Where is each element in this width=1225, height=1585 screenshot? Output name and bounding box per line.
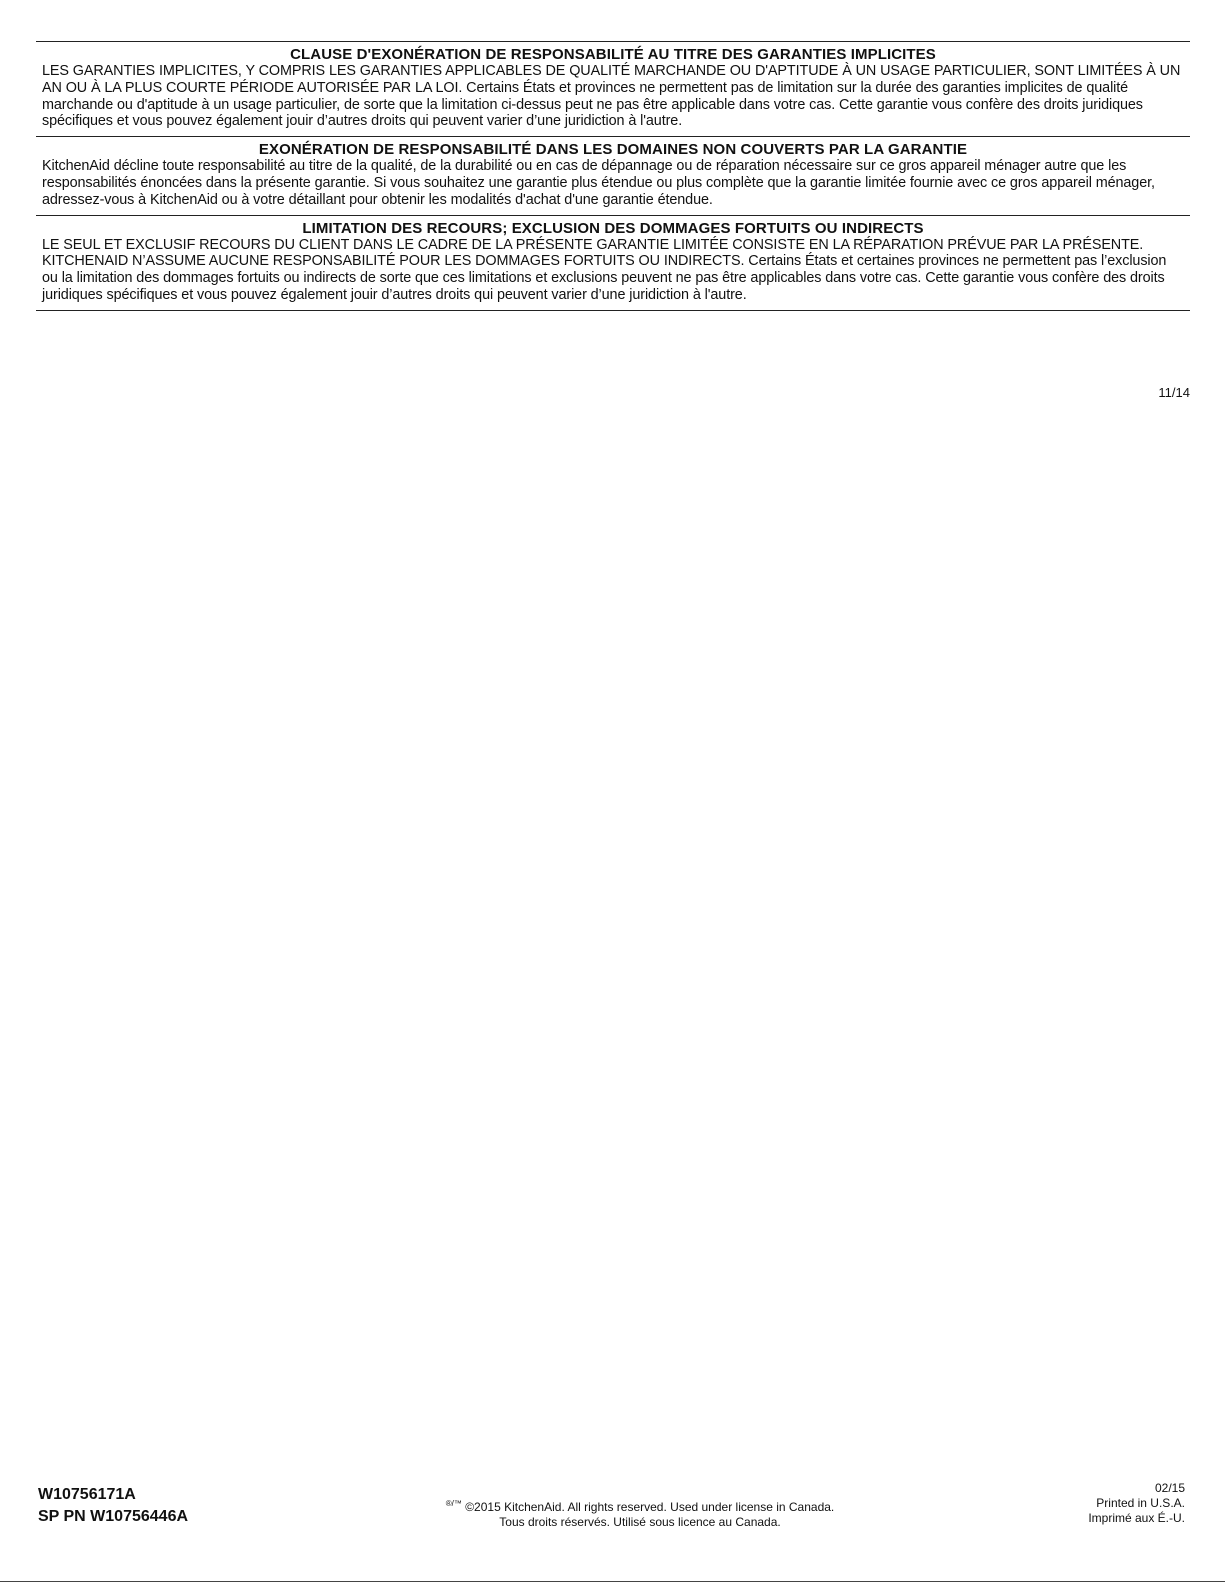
copyright-line: ©2015 KitchenAid. All rights reserved. Used under license in Canada.	[465, 1500, 835, 1514]
bottom-rule	[0, 1581, 1225, 1582]
section-body: KitchenAid décline toute responsabilité au titre de la qualité, de la durabilité ou en cas de dépannage ou de réparation nécessaire sur ce gros appareil ménager autre que les responsabilités énoncées dans la présente garantie. Si vous souhaitez une garantie plus étendue ou plus complète que la garantie limitée fournie avec ce gros appareil ménager, adressez-vous à KitchenAid ou à votre détaillant pour obtenir les modalités d'achat d'une garantie étendue.	[42, 158, 1155, 208]
warranty-disclaimers	[36, 41, 1190, 311]
printed-in-fr: Imprimé aux É.-U.	[1088, 1511, 1185, 1525]
part-number: W10756171A	[38, 1486, 136, 1503]
section-heading: LIMITATION DES RECOURS; EXCLUSION DES DOMMAGES FORTUITS OU INDIRECTS	[302, 219, 924, 237]
printed-in-en: Printed in U.S.A.	[1096, 1496, 1185, 1510]
footer-part-numbers	[38, 1484, 188, 1528]
limitation-of-remedies-section	[36, 216, 1190, 311]
section-body: LES GARANTIES IMPLICITES, Y COMPRIS LES GARANTIES APPLICABLES DE QUALITÉ MARCHANDE OU D'APTITUDE À UN USAGE PARTICULIER, SONT LIMITÉES À UN AN OU À LA PLUS COURTE PÉRIODE AUTORISÉE PAR LA LOI. Certains États et provinces ne permettent pas de limitation sur la durée des garanties implicites de qualité marchande ou d'aptitude à un usage particulier, de sorte que la limitation ci-dessus peut ne pas être applicable dans votre cas. Cette garantie vous confère des droits juridiques spécifiques et vous pouvez également jouir d’autres droits qui peuvent varier d’une juridiction à l'autre.	[42, 63, 1181, 130]
trademark-symbol: ®/™	[445, 1499, 462, 1508]
implied-warranty-section	[36, 42, 1190, 137]
not-covered-section	[36, 137, 1190, 215]
page-code: 11/14	[1158, 385, 1190, 400]
sp-part-number: SP PN W10756446A	[38, 1508, 189, 1525]
section-heading: CLAUSE D'EXONÉRATION DE RESPONSABILITÉ AU TITRE DES GARANTIES IMPLICITES	[290, 46, 936, 63]
section-body: LE SEUL ET EXCLUSIF RECOURS DU CLIENT DANS LE CADRE DE LA PRÉSENTE GARANTIE LIMITÉE CONSISTE EN LA RÉPARATION PRÉVUE PAR LA PRÉSENTE. KITCHENAID N’ASSUME AUCUNE RESPONSABILITÉ POUR LES DOMMAGES FORTUITS OU INDIRECTS. Certains États et certaines provinces ne permettent pas l’exclusion ou la limitation des dommages fortuits ou indirects de sorte que ces limitations et exclusions peuvent ne pas être applicables dans votre cas. Cette garantie vous confère des droits juridiques spécifiques et vous pouvez également jouir d’autres droits qui peuvent varier d’une juridiction à l'autre.	[42, 236, 1167, 303]
footer-copyright	[380, 1496, 900, 1530]
date-code: 02/15	[1154, 1481, 1185, 1495]
rights-line-fr: Tous droits réservés. Utilisé sous licence au Canada.	[499, 1515, 781, 1529]
section-heading: EXONÉRATION DE RESPONSABILITÉ DANS LES DOMAINES NON COUVERTS PAR LA GARANTIE	[258, 141, 968, 159]
footer-print-info	[1088, 1481, 1185, 1526]
